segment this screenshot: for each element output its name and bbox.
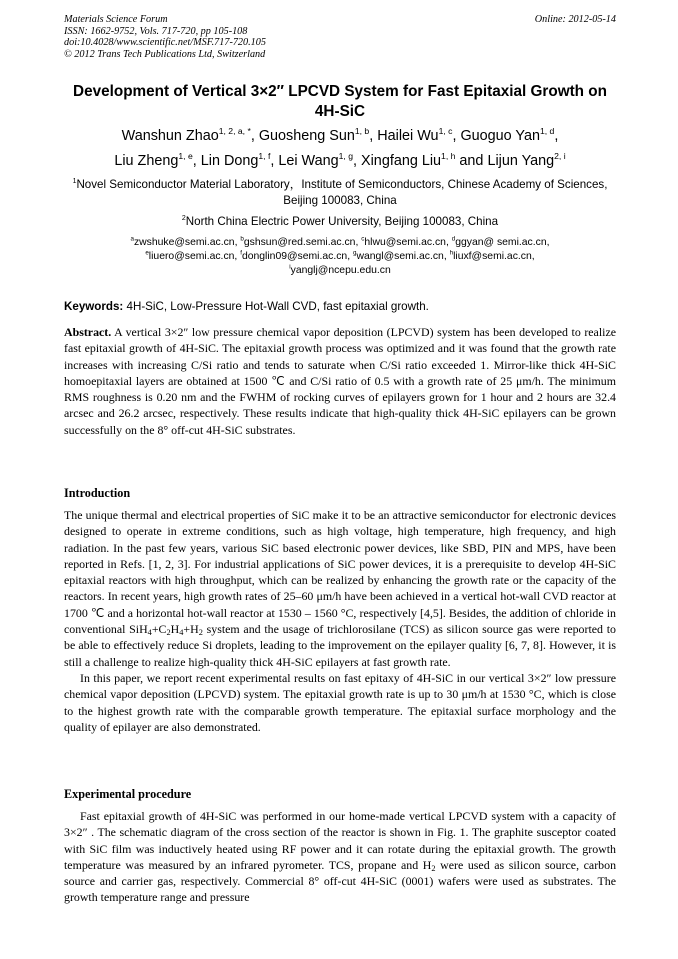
author: Lijun Yang$^{2, i}$ — [487, 150, 566, 169]
author: Wanshun Zhao$^{1, 2, a, *}$, — [121, 125, 259, 144]
journal-meta — [64, 14, 616, 60]
abstract-label: Abstract. — [64, 325, 112, 339]
keywords — [64, 300, 616, 314]
journal-name: Materials Science Forum — [64, 14, 168, 25]
section-heading-introduction: Introduction — [64, 486, 131, 500]
email-link[interactable]: $^d$ggyan@ semi.ac.cn, — [451, 235, 550, 248]
author: Xingfang Liu$^{1, h}$ and — [361, 150, 488, 169]
doi-line: doi:10.4028/www.scientific.net/MSF.717-720.105 — [64, 37, 266, 49]
email-list — [64, 236, 616, 278]
email-link[interactable]: $^a$zwshuke@semi.ac.cn, — [130, 235, 241, 248]
experimental-body — [64, 808, 616, 906]
author-list — [64, 124, 616, 174]
email-link[interactable]: $^i$yanglj@ncepu.edu.cn — [289, 263, 391, 276]
email-link[interactable]: $^g$wangl@semi.ac.cn, — [353, 249, 450, 262]
paragraph: In this paper, we report recent experimental results on fast epitaxy of 4H-SiC in our vertical 3×2″ low pressure chemical vapor deposition (LPCVD) system. The epitaxial growth rate is up to 30 μm/h at 1530 °C, which is close to the highest growth rate with the comparable growth temperature. The epitaxial surface morphology and the quality of epilayer are also demonstrated. — [64, 670, 616, 734]
author: Hailei Wu$^{1, c}$, — [377, 125, 461, 144]
paragraph: Fast epitaxial growth of 4H-SiC was performed in our home-made vertical LPCVD system with a capacity of 3×2″ . The schematic diagram of the cross section of the reactor is shown in Fig. 1. The graphite susceptor coated with SiC film was inductively heated using RF power and it can rotate during the epitaxial growth. The growth temperature was measured by an infrared pyrometer. TCS, propane and $H_2$ were used as silicon source, carbon source and carrier gas, respectively. Commercial 8° off-cut 4H-SiC (0001) wafers were used as substrates. The growth temperature range and pressure — [64, 809, 617, 905]
issn-line: ISSN: 1662-9752, Vols. 717-720, pp 105-108 — [64, 25, 248, 37]
online-date: Online: 2012-05-14 — [534, 14, 616, 25]
author: Lei Wang$^{1, g}$, — [278, 150, 362, 169]
copyright-line: © 2012 Trans Tech Publications Ltd, Switzerland — [64, 48, 266, 60]
section-heading-experimental: Experimental procedure — [64, 787, 192, 801]
paragraph: The unique thermal and electrical properties of SiC make it to be an attractive semiconductor for electronic devices designed to operate in extreme conditions, such as high voltage, high temperature, high frequency, and high radiation. In the past few years, various SiC based electronic power devices, like SBD, PIN and MPS, have been reported in Refs. [1, 2, 3]. For industrial applications of SiC power devices, it is a prerequisite to develop 4H-SiC epitaxial reactors with high throughput, which can be realized by enhancing the growth rate or the capacity of the reactors. In recent years, high growth rates of 25–60 μm/h have been achieved in a vertical hot-wall CVD reactor at 1700 ℃ and a horizontal hot-wall reactor at 1530 – 1560 °C, respectively [4,5]. Besides, the addition of chloride in conventional $SiH_4+C_2H_4+H_2$ system and the usage of trichlorosilane (TCS) as silicon source gas were reported to be able to effectively reduce Si droplets, leading to the improvement on the epilayer quality [6, 7, 8]. However, it is still a challenge to realize high-quality thick 4H-SiC epilayers at fast growth rate. — [64, 508, 616, 669]
keywords-label: Keywords: — [64, 300, 124, 313]
email-link[interactable]: $^e$liuero@semi.ac.cn, — [145, 249, 241, 262]
affiliation-1: $^1$Novel Semiconductor Material Laboratory，Institute of Semiconductors, Chinese Academy of Sciences, Beijing 100083, China — [72, 178, 608, 207]
author: Guosheng Sun$^{1, b}$, — [258, 125, 378, 144]
author: Guoguo Yan$^{1, d}$, — [460, 125, 559, 144]
email-link[interactable]: $^h$liuxf@semi.ac.cn, — [449, 249, 535, 262]
abstract — [64, 324, 616, 438]
keywords-text: 4H-SiC, Low-Pressure Hot-Wall CVD, fast epitaxial growth. — [123, 300, 429, 313]
abstract-text: A vertical 3×2″ low pressure chemical vapor deposition (LPCVD) system has been developed to realize fast epitaxial growth of 4H-SiC. The epitaxial growth process was optimized and it was found that the growth rate increases with increasing C/Si ratio and tends to saturate when C/Si ratio exceeded 1. Mirror-like thick 4H-SiC homoepitaxial layers are obtained at 1500 ℃ and C/Si ratio of 0.5 with a growth rate of 25 μm/h. The minimum RMS roughness is 0.20 nm and the FWHM of rocking curves of epilayers grown for 1 hour and 2 hours are 32.4 arcsec and 26.2 arcsec, respectively. These results indicate that high-quality thick 4H-SiC epilayers can be grown successfully on the 8° off-cut 4H-SiC substrates. — [64, 325, 616, 437]
email-link[interactable]: $^b$gshsun@red.semi.ac.cn, — [240, 235, 362, 248]
paper-title: Development of Vertical 3×2″ LPCVD System for Fast Epitaxial Growth on 4H-SiC — [73, 83, 607, 120]
email-link[interactable]: $^f$donglin09@semi.ac.cn, — [240, 249, 353, 262]
affiliation-2: $^2$North China Electric Power University, Beijing 100083, China — [181, 215, 499, 228]
introduction-body — [64, 507, 616, 735]
author: Liu Zheng$^{1, e}$, — [114, 150, 201, 169]
author: Lin Dong$^{1, f}$, — [200, 150, 279, 169]
email-link[interactable]: $^c$hlwu@semi.ac.cn, — [361, 235, 452, 248]
